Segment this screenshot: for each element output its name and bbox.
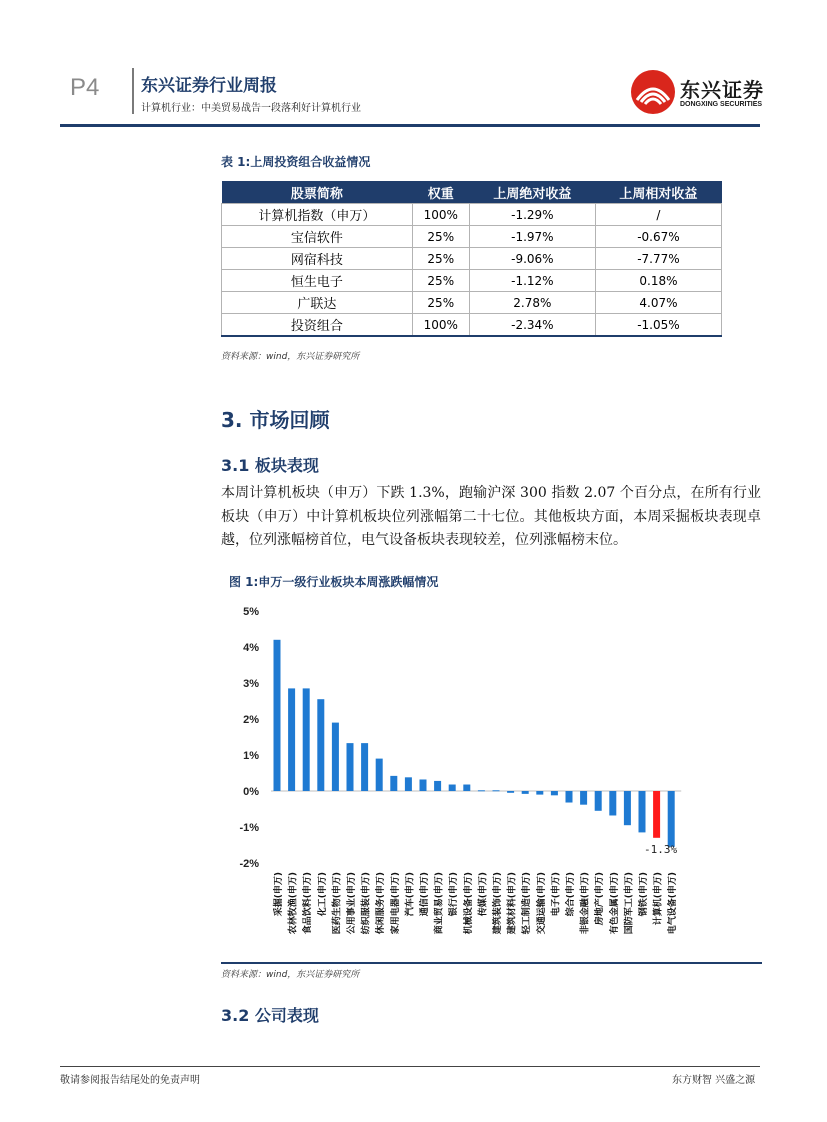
- footer-rule: [60, 1066, 760, 1067]
- table-caption: 表 1:上周投资组合收益情况: [221, 155, 371, 169]
- table-cell: -1.97%: [469, 226, 595, 248]
- table-cell: 广联达: [222, 292, 413, 314]
- table-header: 上周绝对收益: [469, 181, 595, 204]
- bar: [303, 688, 310, 791]
- table-cell: 宝信软件: [222, 226, 413, 248]
- bar: [478, 790, 485, 791]
- company-logo-icon: [631, 70, 675, 114]
- table-cell: 计算机指数（申万）: [222, 204, 413, 226]
- x-tick-label: 电气设备(申万): [668, 872, 679, 935]
- bar: [405, 777, 412, 791]
- table-cell: /: [595, 204, 721, 226]
- x-tick-label: 汽车(申万): [405, 872, 416, 917]
- body-paragraph: 本周计算机板块（申万）下跌 1.3%，跑输沪深 300 指数 2.07 个百分点，在所有行业板块（申万）中计算机板块位列涨幅第二十七位。其他板块方面，本周采掘板块表现卓越，位列涨幅榜首位，电气设备板块表现较差，位列涨幅榜末位。: [221, 485, 761, 548]
- x-tick-label: 机械设备(申万): [463, 872, 474, 935]
- x-tick-label: 纺织服装(申万): [361, 872, 372, 935]
- bar: [536, 791, 543, 795]
- figure-caption: 图 1:申万一级行业板块本周涨跌幅情况: [229, 575, 439, 589]
- y-tick-label: -2%: [239, 858, 259, 870]
- table-row: [222, 204, 722, 226]
- bar: [434, 781, 441, 791]
- table-cell: 0.18%: [595, 270, 721, 292]
- table-row: [222, 248, 722, 270]
- y-tick-label: 0%: [243, 786, 259, 798]
- bar: [624, 791, 631, 825]
- table-row: [222, 314, 722, 337]
- table-source-note: 资料来源：wind，东兴证券研究所: [221, 352, 360, 362]
- table-cell: 恒生电子: [222, 270, 413, 292]
- x-tick-label: 家用电器(申万): [390, 872, 401, 935]
- y-tick-label: 5%: [243, 606, 259, 618]
- bar: [361, 743, 368, 791]
- x-tick-label: 银行(申万): [449, 872, 460, 917]
- company-logo-name: 东兴证券: [680, 78, 764, 102]
- x-tick-label: 国防军工(申万): [624, 872, 635, 935]
- table-header: 权重: [412, 181, 469, 204]
- x-tick-label: 休闲服务(申万): [376, 872, 387, 935]
- x-tick-label: 钢铁(申万): [639, 872, 649, 917]
- x-tick-label: 建筑装饰(申万): [493, 872, 503, 935]
- table-cell: -1.05%: [595, 314, 721, 337]
- table-cell: 投资组合: [222, 314, 413, 337]
- table-cell: -7.77%: [595, 248, 721, 270]
- y-tick-label: 1%: [243, 750, 259, 762]
- table-cell: 2.78%: [469, 292, 595, 314]
- bar: [493, 790, 500, 791]
- x-tick-label: 商业贸易(申万): [434, 872, 445, 935]
- table-row: [222, 292, 722, 314]
- bar: [566, 791, 573, 803]
- bar: [390, 776, 397, 791]
- table-cell: 4.07%: [595, 292, 721, 314]
- subsection-heading: 3.1 板块表现: [221, 456, 319, 475]
- bar: [668, 791, 675, 847]
- bar: [609, 791, 616, 815]
- table-cell: 100%: [412, 314, 469, 337]
- table-cell: 25%: [412, 292, 469, 314]
- table-cell: 100%: [412, 204, 469, 226]
- y-tick-label: 3%: [243, 678, 259, 690]
- x-tick-label: 电子(申万): [551, 872, 562, 917]
- table-row: [222, 270, 722, 292]
- table-cell: 网宿科技: [222, 248, 413, 270]
- y-tick-label: 4%: [243, 642, 259, 654]
- bar: [376, 759, 383, 791]
- portfolio-return-table: [221, 181, 722, 337]
- table-row: [222, 226, 722, 248]
- y-tick-label: -1%: [239, 822, 259, 834]
- x-tick-label: 房地产(申万): [595, 872, 606, 926]
- x-tick-label: 非银金融(申万): [580, 872, 591, 935]
- bar: [639, 791, 646, 832]
- company-logo-english: DONGXING SECURITIES: [680, 101, 763, 108]
- x-tick-label: 通信(申万): [420, 872, 430, 917]
- table-cell: 25%: [412, 270, 469, 292]
- bar: [288, 688, 295, 791]
- x-tick-label: 有色金属(申万): [609, 872, 620, 935]
- header-rule: [60, 124, 760, 127]
- footer-slogan: 东方财智 兴盛之源: [672, 1075, 756, 1086]
- bar: [580, 791, 587, 805]
- bar: [274, 640, 281, 791]
- industry-return-bar-chart: [225, 600, 685, 960]
- bar: [595, 791, 602, 811]
- x-tick-label: 建筑材料(申万): [507, 872, 518, 935]
- table-header-row: [222, 181, 722, 204]
- x-tick-label: 计算机(申万): [653, 872, 664, 926]
- table-header: 上周相对收益: [595, 181, 721, 204]
- bar: [522, 791, 529, 794]
- x-tick-label: 传媒(申万): [478, 872, 489, 917]
- figure-source-note: 资料来源：wind，东兴证券研究所: [221, 970, 360, 980]
- bar: [420, 779, 427, 791]
- header-divider: [132, 68, 134, 114]
- data-label: -1.3%: [644, 842, 678, 856]
- bar: [653, 791, 660, 838]
- bar: [347, 743, 354, 791]
- bar: [317, 699, 324, 791]
- table-header: 股票简称: [222, 181, 413, 204]
- x-tick-label: 轻工制造(申万): [522, 872, 533, 935]
- x-tick-label: 医药生物(申万): [332, 872, 343, 935]
- bar: [332, 723, 339, 791]
- x-tick-label: 食品饮料(申万): [303, 872, 314, 935]
- table-cell: -0.67%: [595, 226, 721, 248]
- table-cell: -1.12%: [469, 270, 595, 292]
- x-tick-label: 化工(申万): [317, 872, 328, 917]
- x-tick-label: 农林牧渔(申万): [288, 872, 299, 935]
- report-subtitle: 计算机行业：中美贸易战告一段落利好计算机行业: [141, 103, 361, 114]
- table-cell: 25%: [412, 226, 469, 248]
- bar: [507, 791, 514, 793]
- x-tick-label: 公用事业(申万): [347, 872, 357, 935]
- x-tick-label: 综合(申万): [566, 872, 576, 917]
- page-number: P4: [70, 74, 100, 101]
- table-cell: -1.29%: [469, 204, 595, 226]
- section-heading: 3. 市场回顾: [221, 408, 330, 432]
- subsection-heading: 3.2 公司表现: [221, 1006, 319, 1025]
- y-tick-label: 2%: [243, 714, 259, 726]
- table-cell: -9.06%: [469, 248, 595, 270]
- figure-rule: [221, 962, 762, 964]
- table-cell: 25%: [412, 248, 469, 270]
- bar: [463, 785, 470, 791]
- bar: [449, 785, 456, 791]
- x-tick-label: 采掘(申万): [274, 872, 284, 917]
- x-tick-label: 交通运输(申万): [536, 872, 547, 935]
- report-title: 东兴证券行业周报: [141, 76, 277, 96]
- table-cell: -2.34%: [469, 314, 595, 337]
- bar: [551, 791, 558, 795]
- footer-disclaimer: 敬请参阅报告结尾处的免责声明: [60, 1075, 200, 1086]
